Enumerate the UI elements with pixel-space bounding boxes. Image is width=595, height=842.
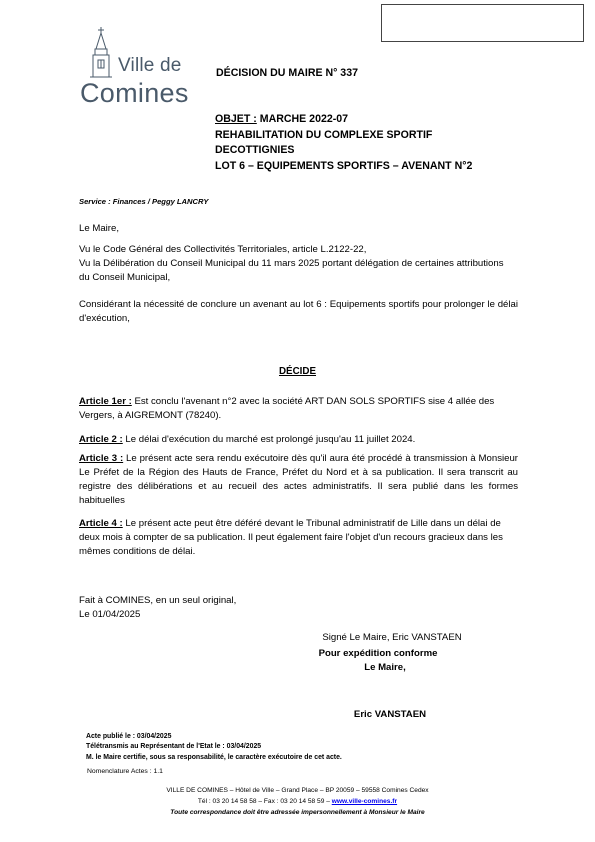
church-tower-icon	[86, 27, 116, 79]
article-4	[79, 517, 518, 559]
decide-heading: DÉCIDE	[278, 366, 317, 377]
footer-contact	[0, 796, 595, 807]
website-link[interactable]: www.ville-comines.fr	[331, 798, 398, 805]
objet-label: OBJET :	[215, 113, 257, 125]
article-3	[79, 452, 518, 508]
decision-title: DÉCISION DU MAIRE N° 337	[216, 67, 358, 79]
fait-a-line: Fait à COMINES, en un seul original,	[79, 595, 237, 606]
footer-notice: Toute correspondance doit être adressée impersonnellement à Monsieur le Maire	[170, 809, 425, 816]
objet-line-1	[215, 112, 472, 128]
signature-name: Eric VANSTAEN	[353, 709, 427, 720]
signed-by: Signé Le Maire, Eric VANSTAEN	[322, 632, 462, 643]
article-2-label: Article 2 :	[79, 434, 123, 445]
city-logo	[78, 27, 198, 111]
article-4-text: Le présent acte peut être déféré devant le Tribunal administratif de Lille dans un délai de deux mois à compter de sa publication. Il peut également faire l'objet d'un recours gracieux dans les mêmes conditions de délai.	[79, 518, 503, 557]
article-3-label: Article 3 :	[79, 453, 124, 464]
article-1-text: Est conclu l'avenant n°2 avec la société ART DAN SOLS SPORTIFS sise 4 allée des Vergers, à AIGREMONT (78240).	[79, 396, 495, 421]
teletransmis: Télétransmis au Représentant de l'Etat le : 03/04/2025	[86, 743, 262, 751]
article-1-label: Article 1er :	[79, 396, 132, 407]
article-2	[79, 433, 518, 447]
footer-phone: Tél : 03 20 14 58 58 – Fax : 03 20 14 58 59 –	[197, 798, 332, 805]
le-maire-intro: Le Maire,	[79, 223, 119, 234]
logo-comines-text: Comines	[80, 78, 189, 108]
logo-ville-text: Ville de	[118, 55, 182, 76]
vu-deliberation-line: Vu la Délibération du Conseil Municipal du 11 mars 2025 portant délégation de certaines attributions du Conseil Municipal,	[79, 258, 504, 283]
article-4-label: Article 4 :	[79, 518, 123, 529]
date-line: Le 01/04/2025	[79, 609, 141, 620]
signature-le-maire: Le Maire,	[364, 662, 406, 673]
objet-line-3: DECOTTIGNIES	[215, 144, 295, 157]
expedition-conforme: Pour expédition conforme	[318, 648, 438, 659]
objet-line-4: LOT 6 – EQUIPEMENTS SPORTIFS – AVENANT N°2	[215, 159, 473, 172]
article-2-text: Le délai d'exécution du marché est prolongé jusqu'au 11 juillet 2024.	[122, 434, 416, 445]
article-3-text: Le présent acte sera rendu exécutoire dès qu'il aura été procédé à transmission à Monsieur Le Préfet de la Région des Hauts de France, Préfet du Nord et à sa publication. Il sera transcrit au registre des délibérations et au recueil des actes administratifs. Il sera publié dans les formes habituelles	[79, 453, 518, 506]
stamp-box	[381, 4, 584, 42]
objet-block	[215, 112, 472, 174]
considerant-paragraph: Considérant la nécessité de conclure un avenant au lot 6 : Equipements sportifs pour prolonger le délai d'exécution,	[79, 299, 518, 324]
article-1	[79, 395, 518, 423]
objet-market: MARCHE 2022-07	[256, 113, 349, 125]
publication-info	[86, 732, 342, 763]
vu-code-line: Vu le Code Général des Collectivités Territoriales, article L.2122-22,	[79, 244, 367, 255]
acte-publie: Acte publié le : 03/04/2025	[86, 733, 172, 740]
nomenclature: Nomenclature Actes : 1.1	[87, 768, 163, 775]
objet-line-2: REHABILITATION DU COMPLEXE SPORTIF	[215, 128, 433, 141]
certification: M. le Maire certifie, sous sa responsabilité, le caractère exécutoire de cet acte.	[86, 753, 342, 761]
footer-address: VILLE DE COMINES – Hôtel de Ville – Grand Place – BP 20059 – 59558 Comines Cedex	[166, 787, 429, 794]
service-line: Service : Finances / Peggy LANCRY	[79, 197, 209, 206]
